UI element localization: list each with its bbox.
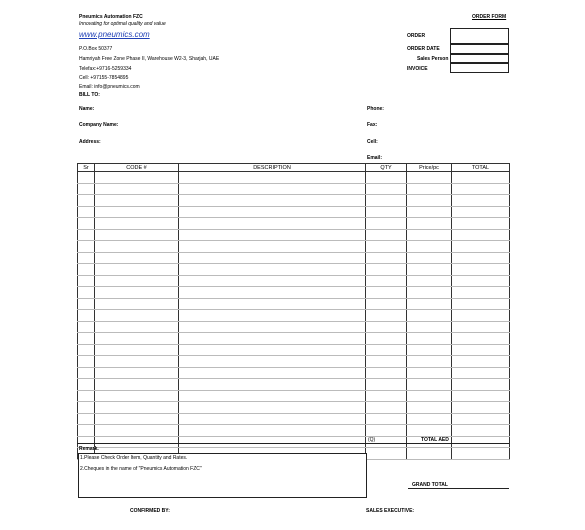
total-aed-label: TOTAL AED xyxy=(421,437,449,443)
cell-description[interactable] xyxy=(179,183,366,195)
cell-qty[interactable] xyxy=(366,321,407,333)
cell-description[interactable] xyxy=(179,241,366,253)
cell-code[interactable] xyxy=(95,356,179,368)
cell-qty[interactable] xyxy=(366,413,407,425)
cell-qty[interactable] xyxy=(366,448,407,460)
cell-qty[interactable] xyxy=(366,275,407,287)
cell-description[interactable] xyxy=(179,298,366,310)
cell-price[interactable] xyxy=(407,344,452,356)
cell-qty[interactable] xyxy=(366,229,407,241)
sales-person-label: Sales Person xyxy=(417,56,449,62)
cell-sr[interactable] xyxy=(78,344,95,356)
cell-qty[interactable] xyxy=(366,333,407,345)
cell-qty[interactable] xyxy=(366,367,407,379)
cell-code[interactable] xyxy=(95,298,179,310)
cell-description[interactable] xyxy=(179,287,366,299)
col-header-sr: Sr xyxy=(78,164,95,172)
cell-code[interactable] xyxy=(95,379,179,391)
cell-qty[interactable] xyxy=(366,298,407,310)
cell-price[interactable] xyxy=(407,413,452,425)
cell-code[interactable] xyxy=(95,344,179,356)
invoice-field[interactable] xyxy=(450,63,509,73)
cell-description[interactable] xyxy=(179,413,366,425)
cell-code[interactable] xyxy=(95,172,179,184)
cell-total[interactable] xyxy=(452,333,510,345)
table-row xyxy=(78,264,510,276)
address-email: Email: info@pneumics.com xyxy=(79,84,140,90)
cell-price[interactable] xyxy=(407,206,452,218)
col-header-description: DESCRIPTION xyxy=(179,164,366,172)
cell-total[interactable] xyxy=(452,206,510,218)
order-date-field[interactable] xyxy=(450,44,509,54)
cell-code[interactable] xyxy=(95,402,179,414)
cell-price[interactable] xyxy=(407,379,452,391)
cell-qty[interactable] xyxy=(366,264,407,276)
cell-price[interactable] xyxy=(407,356,452,368)
cell-total[interactable] xyxy=(452,287,510,299)
cell-qty[interactable] xyxy=(366,356,407,368)
cell-description[interactable] xyxy=(179,356,366,368)
cell-sr[interactable] xyxy=(78,218,95,230)
cell-qty[interactable] xyxy=(366,344,407,356)
cell-price[interactable] xyxy=(407,229,452,241)
form-title: ORDER FORM xyxy=(472,14,507,20)
cell-price[interactable] xyxy=(407,195,452,207)
remarks-heading: Remark. xyxy=(79,446,99,452)
order-field[interactable] xyxy=(450,28,509,44)
company-name: Pneumics Automation FZC xyxy=(79,14,143,20)
remark-line-1: 1.Please Check Order Item, Quantity and Rates. xyxy=(80,455,188,461)
cell-price[interactable] xyxy=(407,390,452,402)
cell-sr[interactable] xyxy=(78,241,95,253)
cell-code[interactable] xyxy=(95,436,179,448)
cell-code[interactable] xyxy=(95,218,179,230)
cell-price[interactable] xyxy=(407,321,452,333)
sales-executive-label: SALES EXECUTIVE: xyxy=(366,508,415,514)
cell-qty[interactable] xyxy=(366,379,407,391)
cell-price[interactable] xyxy=(407,425,452,437)
cell-code[interactable] xyxy=(95,390,179,402)
cell-qty[interactable] xyxy=(366,218,407,230)
table-row xyxy=(78,425,510,437)
table-row xyxy=(78,275,510,287)
table-row xyxy=(78,367,510,379)
cell-description[interactable] xyxy=(179,264,366,276)
company-name-label: Company Name: xyxy=(79,122,119,128)
cell-total[interactable] xyxy=(452,402,510,414)
cell-code[interactable] xyxy=(95,425,179,437)
cell-code[interactable] xyxy=(95,321,179,333)
cell-price[interactable] xyxy=(407,287,452,299)
cell-sr[interactable] xyxy=(78,425,95,437)
cell-total[interactable] xyxy=(452,195,510,207)
cell-sr[interactable] xyxy=(78,402,95,414)
cell-code[interactable] xyxy=(95,252,179,264)
cell-description[interactable] xyxy=(179,218,366,230)
cell-description[interactable] xyxy=(179,195,366,207)
cell-sr[interactable] xyxy=(78,310,95,322)
company-website-link[interactable]: www.pneumics.com xyxy=(79,30,150,39)
cell-sr[interactable] xyxy=(78,172,95,184)
cell-total[interactable] xyxy=(452,413,510,425)
cell-price[interactable] xyxy=(407,252,452,264)
table-row xyxy=(78,229,510,241)
cell-sr[interactable] xyxy=(78,390,95,402)
sales-person-field[interactable] xyxy=(450,54,509,63)
cell-code[interactable] xyxy=(95,413,179,425)
cell-price[interactable] xyxy=(407,172,452,184)
table-row xyxy=(78,379,510,391)
cell-qty[interactable] xyxy=(366,287,407,299)
cell-sr[interactable] xyxy=(78,287,95,299)
cell-sr[interactable] xyxy=(78,252,95,264)
cell-price[interactable] xyxy=(407,448,452,460)
cell-price[interactable] xyxy=(407,275,452,287)
table-row xyxy=(78,321,510,333)
cell-total[interactable] xyxy=(452,264,510,276)
table-header-row xyxy=(78,164,510,172)
cell-total[interactable] xyxy=(452,321,510,333)
grand-total-line xyxy=(408,488,509,489)
table-row xyxy=(78,298,510,310)
table-row xyxy=(78,172,510,184)
cell-code[interactable] xyxy=(95,195,179,207)
table-row xyxy=(78,183,510,195)
cell-sr[interactable] xyxy=(78,413,95,425)
cell-total[interactable] xyxy=(452,356,510,368)
cell-total[interactable] xyxy=(452,252,510,264)
col-header-qty: QTY xyxy=(366,164,407,172)
cell-description[interactable] xyxy=(179,402,366,414)
cell-sr[interactable] xyxy=(78,379,95,391)
cell-sr[interactable] xyxy=(78,321,95,333)
remark-line-2: 2.Cheques in the name of "Pneumics Automation FZC" xyxy=(80,466,202,472)
cell-description[interactable] xyxy=(179,379,366,391)
cell-total[interactable] xyxy=(452,298,510,310)
cell-qty[interactable] xyxy=(366,390,407,402)
cell-description[interactable] xyxy=(179,321,366,333)
table-row xyxy=(78,310,510,322)
order-date-label: ORDER DATE xyxy=(407,46,440,52)
table-row xyxy=(78,402,510,414)
cell-sr[interactable] xyxy=(78,367,95,379)
cell-label: Cell: xyxy=(367,139,378,145)
cell-price[interactable] xyxy=(407,367,452,379)
cell-sr[interactable] xyxy=(78,275,95,287)
table-row xyxy=(78,287,510,299)
address-line-1: P.O.Box 50377 xyxy=(79,46,113,52)
cell-sr[interactable] xyxy=(78,264,95,276)
confirmed-by-label: CONFIRMED BY: xyxy=(130,508,170,514)
table-row xyxy=(78,206,510,218)
table-row xyxy=(78,333,510,345)
items-table xyxy=(77,163,510,460)
email-label: Email: xyxy=(367,155,383,161)
cell-price[interactable] xyxy=(407,310,452,322)
cell-sr[interactable] xyxy=(78,183,95,195)
cell-description[interactable] xyxy=(179,275,366,287)
cell-sr[interactable] xyxy=(78,333,95,345)
cell-code[interactable] xyxy=(95,183,179,195)
cell-total[interactable] xyxy=(452,448,510,460)
phone-label: Phone: xyxy=(367,106,384,112)
cell-code[interactable] xyxy=(95,229,179,241)
cell-total[interactable] xyxy=(452,229,510,241)
cell-price[interactable] xyxy=(407,218,452,230)
fax-label: Fax: xyxy=(367,122,378,128)
cell-description[interactable] xyxy=(179,333,366,345)
invoice-label: INVOICE xyxy=(407,66,428,72)
cell-description[interactable] xyxy=(179,229,366,241)
cell-sr[interactable] xyxy=(78,206,95,218)
address-line-2: Hamriyah Free Zone Phase II, Warehouse W2-3, Sharjah, UAE xyxy=(79,56,220,62)
cell-total[interactable] xyxy=(452,367,510,379)
cell-total[interactable] xyxy=(452,390,510,402)
cell-total[interactable] xyxy=(452,425,510,437)
cell-price[interactable] xyxy=(407,241,452,253)
cell-total[interactable] xyxy=(452,183,510,195)
cell-total[interactable] xyxy=(452,241,510,253)
table-row xyxy=(78,390,510,402)
col-header-price: Price/pc xyxy=(407,164,452,172)
table-row xyxy=(78,252,510,264)
table-bottom-border xyxy=(77,443,509,444)
cell-code[interactable] xyxy=(95,310,179,322)
cell-total[interactable] xyxy=(452,436,510,448)
cell-total[interactable] xyxy=(452,379,510,391)
order-label: ORDER xyxy=(407,33,426,39)
cell-price[interactable] xyxy=(407,333,452,345)
cell-qty[interactable] xyxy=(366,425,407,437)
cell-qty[interactable] xyxy=(366,310,407,322)
table-row xyxy=(78,344,510,356)
cell-price[interactable] xyxy=(407,298,452,310)
address-cell: Cell: +97155-7854895 xyxy=(79,75,129,81)
cell-code[interactable] xyxy=(95,206,179,218)
cell-sr[interactable] xyxy=(78,356,95,368)
cell-total[interactable] xyxy=(452,344,510,356)
cell-code[interactable] xyxy=(95,367,179,379)
cell-description[interactable] xyxy=(179,425,366,437)
cell-sr[interactable] xyxy=(78,195,95,207)
cell-description[interactable] xyxy=(179,436,366,448)
cell-qty[interactable] xyxy=(366,241,407,253)
cell-total[interactable] xyxy=(452,275,510,287)
cell-description[interactable] xyxy=(179,172,366,184)
cell-code[interactable] xyxy=(95,333,179,345)
cell-qty[interactable] xyxy=(366,206,407,218)
cell-code[interactable] xyxy=(95,241,179,253)
qty-total-label: (Q) xyxy=(368,437,376,443)
table-row xyxy=(78,356,510,368)
cell-code[interactable] xyxy=(95,275,179,287)
cell-qty[interactable] xyxy=(366,402,407,414)
cell-price[interactable] xyxy=(407,183,452,195)
cell-code[interactable] xyxy=(95,287,179,299)
name-label: Name: xyxy=(79,106,95,112)
table-row xyxy=(78,413,510,425)
cell-qty[interactable] xyxy=(366,252,407,264)
cell-description[interactable] xyxy=(179,310,366,322)
cell-qty[interactable] xyxy=(366,183,407,195)
table-row xyxy=(78,241,510,253)
col-header-total: TOTAL xyxy=(452,164,510,172)
cell-description[interactable] xyxy=(179,252,366,264)
cell-qty[interactable] xyxy=(366,195,407,207)
table-row xyxy=(78,195,510,207)
cell-price[interactable] xyxy=(407,264,452,276)
cell-sr[interactable] xyxy=(78,298,95,310)
col-header-code: CODE # xyxy=(95,164,179,172)
cell-description[interactable] xyxy=(179,344,366,356)
cell-description[interactable] xyxy=(179,390,366,402)
cell-total[interactable] xyxy=(452,310,510,322)
cell-sr[interactable] xyxy=(78,229,95,241)
cell-price[interactable] xyxy=(407,402,452,414)
cell-total[interactable] xyxy=(452,172,510,184)
bill-to-heading: BILL TO: xyxy=(79,92,100,98)
company-tagline: Innovating for optimal quality and value xyxy=(79,21,166,27)
cell-description[interactable] xyxy=(179,367,366,379)
cell-code[interactable] xyxy=(95,264,179,276)
cell-description[interactable] xyxy=(179,206,366,218)
address-telefax: Telefax:+9716-5259334 xyxy=(79,66,132,72)
grand-total-label: GRAND TOTAL xyxy=(412,482,448,488)
table-row xyxy=(78,218,510,230)
address-label: Address: xyxy=(79,139,101,145)
cell-total[interactable] xyxy=(452,218,510,230)
cell-qty[interactable] xyxy=(366,172,407,184)
